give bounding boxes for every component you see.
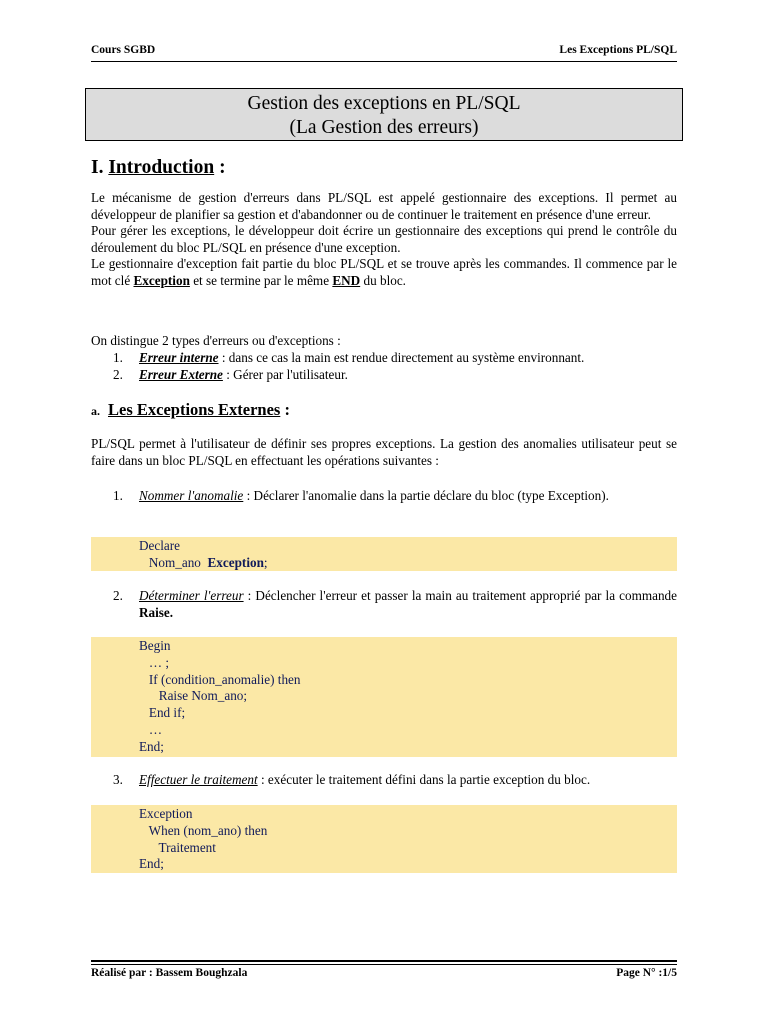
code-line: Exception [139, 806, 193, 821]
header-topic: Les Exceptions PL/SQL [559, 44, 677, 56]
footer-divider-thin [91, 964, 677, 965]
subsection-heading-exceptions-externes: a. Les Exceptions Externes : [91, 400, 290, 419]
code-line: When (nom_ano) then [139, 822, 268, 838]
code-line: … [139, 721, 163, 737]
code-line: Traitement [139, 839, 216, 855]
code-block-declare [91, 537, 677, 571]
intro-p3: Le gestionnaire d'exception fait partie du bloc PL/SQL et se trouve après les commandes. Il commence par le mot clé Exception et se termine par le même END du bloc. [91, 256, 677, 288]
page-header [91, 44, 677, 56]
title-line-2: (La Gestion des erreurs) [289, 117, 479, 138]
code-line: Declare [139, 538, 180, 553]
code-line: End; [139, 738, 164, 754]
code-block-exception [91, 805, 677, 873]
section-heading-introduction: I. Introduction : [91, 157, 226, 178]
types-intro: On distingue 2 types d'erreurs ou d'exceptions : [91, 333, 341, 348]
code-line: End; [139, 856, 164, 872]
keyword-exception: Exception [133, 272, 190, 288]
title-line-1: Gestion des exceptions en PL/SQL [247, 93, 521, 114]
code-line: If (condition_anomalie) then [139, 671, 301, 687]
footer-author: Réalisé par : Bassem Boughzala [91, 967, 248, 979]
code-line: End if; [139, 705, 186, 721]
intro-p1: Le mécanisme de gestion d'erreurs dans PL/SQL est appelé gestionnaire des exceptions. Il permet au développeur de planifier sa gestion et d'abandonner ou de continuer le traitement en présence d'une erreur. [91, 190, 677, 222]
keyword-end: END [332, 272, 361, 288]
intro-paragraph [91, 190, 677, 289]
code-block-raise [91, 637, 677, 757]
page-footer [91, 967, 677, 979]
code-line: Raise Nom_ano; [139, 688, 248, 704]
footer-divider-thick [91, 960, 677, 962]
intro-p2: Pour gérer les exceptions, le développeur doit écrire un gestionnaire des exceptions qui prend le contrôle du déroulement du bloc PL/SQL en présence d'une exception. [91, 223, 677, 255]
code-line: Nom_ano Exception; [139, 554, 268, 570]
title-box [85, 88, 683, 141]
code-line: Begin [139, 638, 171, 653]
header-divider [91, 61, 677, 62]
externes-intro: PL/SQL permet à l'utilisateur de définir ses propres exceptions. La gestion des anomalies utilisateur peut se faire dans un bloc PL/SQL en effectuant les opérations suivantes : [91, 436, 677, 468]
code-line: … ; [139, 654, 170, 670]
header-course: Cours SGBD [91, 44, 156, 56]
footer-page-number: Page N° :1/5 [616, 967, 677, 979]
